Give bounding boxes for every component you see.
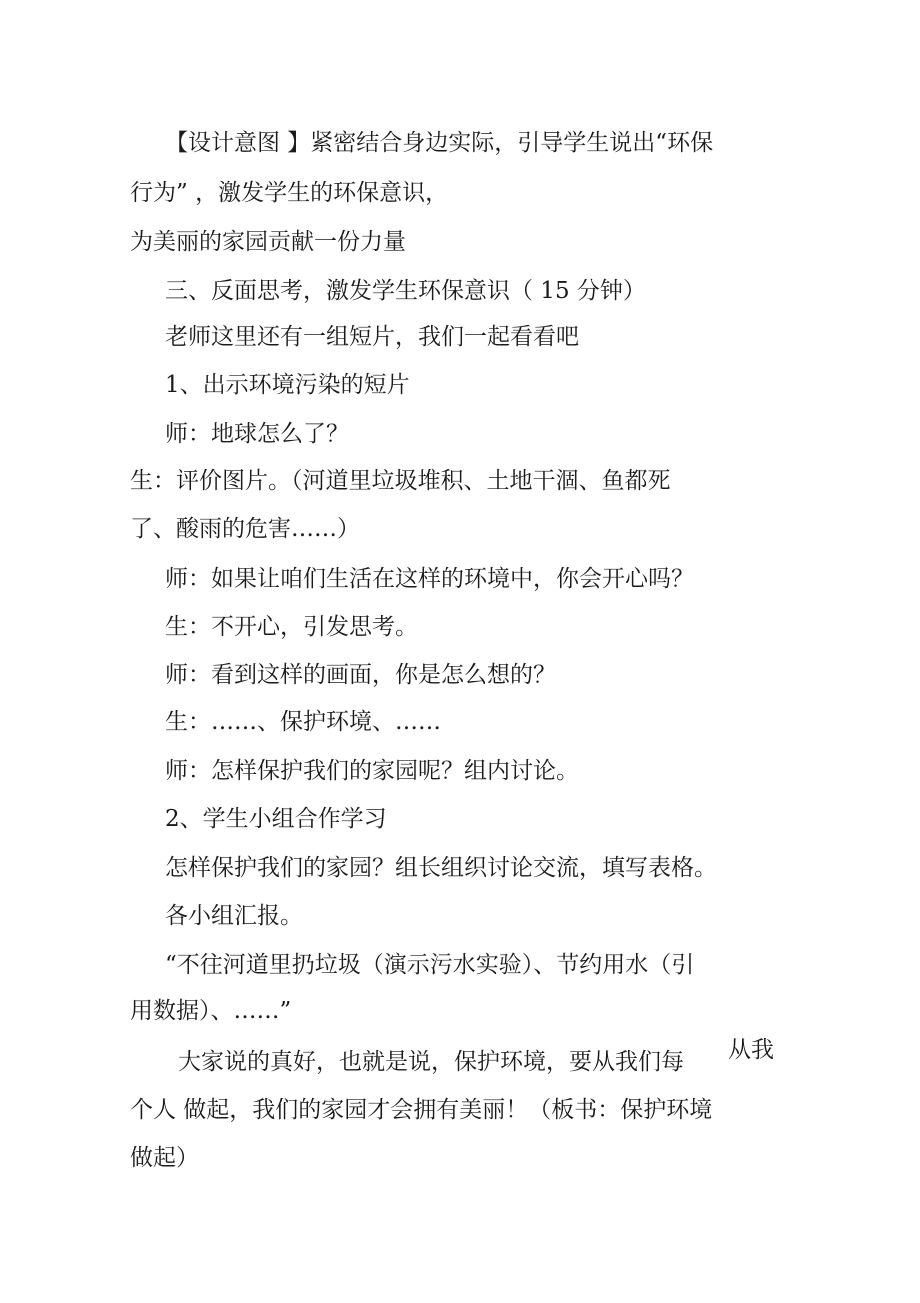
group-discussion-line: 怎样保护我们的家园？组长组织讨论交流，填写表格。 <box>165 855 717 881</box>
design-intent-line-1: 【设计意图 】紧密结合身边实际，引导学生说出“环保 <box>165 130 714 156</box>
teacher-question-think: 师：看到这样的画面，你是怎么想的？ <box>165 662 556 688</box>
step-two-line: 2、学生小组合作学习 <box>165 806 387 832</box>
summary-floating-fragment: 从我 <box>728 1037 774 1063</box>
summary-line-1: 大家说的真好，也就是说，保护环境，要从我们每 <box>178 1049 684 1075</box>
student-answer-line-1: 生：评价图片。（河道里垃圾堆积、土地干涸、鱼都死 <box>130 468 671 494</box>
section-three-heading: 三、反面思考，激发学生环保意识（ 15 分钟） <box>165 278 646 304</box>
design-intent-line-3: 为美丽的家园贡献一份力量 <box>130 229 406 255</box>
teacher-question-happy: 师：如果让咱们生活在这样的环境中，你会开心吗？ <box>165 566 694 592</box>
teacher-question-earth: 师：地球怎么了？ <box>165 421 349 447</box>
teacher-intro-line: 老师这里还有一组短片，我们一起看看吧 <box>165 324 579 350</box>
summary-line-2: 个人 做起，我们的家园才会拥有美丽！（板书：保护环境 <box>130 1097 713 1123</box>
student-answer-line-2: 了、酸雨的危害……） <box>130 516 360 542</box>
teacher-question-how: 师：怎样保护我们的家园呢？组内讨论。 <box>165 758 579 784</box>
group-report-line: 各小组汇报。 <box>165 903 303 929</box>
design-intent-line-2: 行为” ，激发学生的环保意识， <box>130 180 449 206</box>
summary-line-3: 做起） <box>130 1145 199 1171</box>
report-quote-line-2: 用数据）、……” <box>130 998 292 1024</box>
report-quote-line-1: “不往河道里扔垃圾（演示污水实验）、节约用水（引 <box>165 952 695 978</box>
student-answer-protect: 生：……、保护环境、…… <box>165 709 441 735</box>
step-one-line: 1、出示环境污染的短片 <box>165 372 410 398</box>
student-answer-unhappy: 生：不开心，引发思考。 <box>165 614 418 640</box>
